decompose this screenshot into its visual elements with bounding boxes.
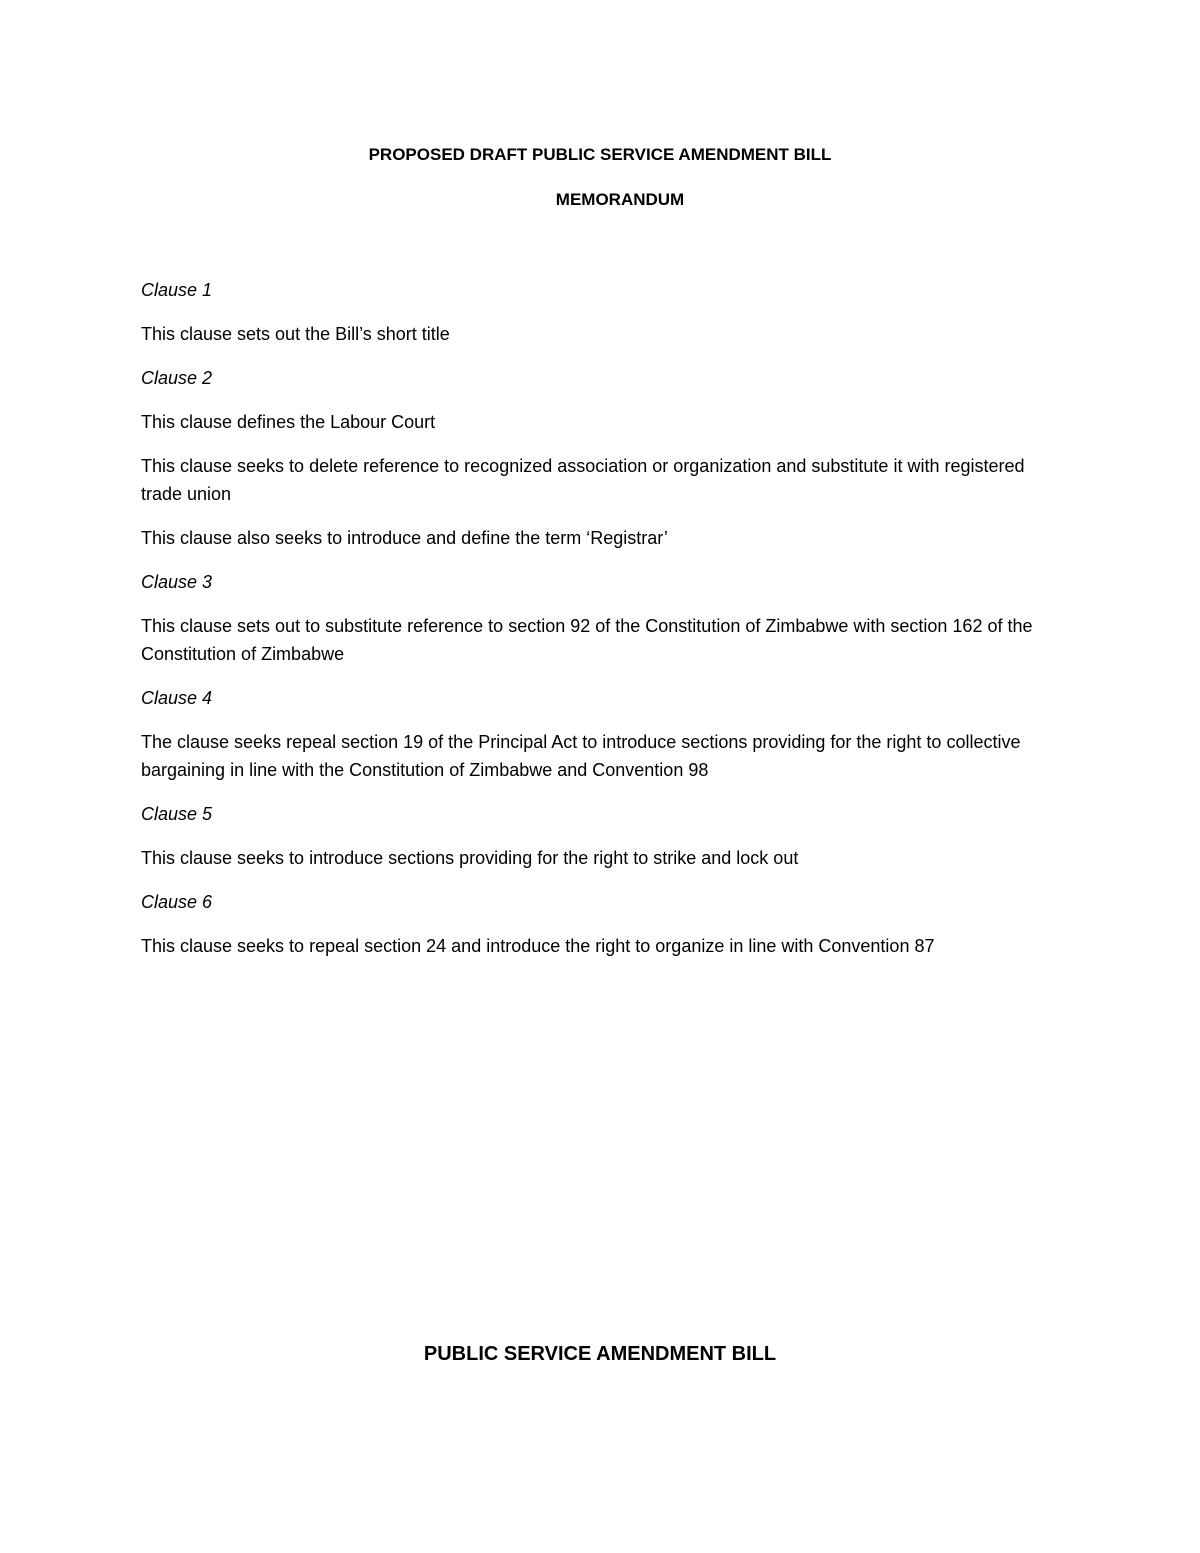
clause-1-paragraph-1: This clause sets out the Bill’s short title	[141, 324, 450, 344]
clause-2-paragraph-2: This clause seeks to delete reference to recognized association or organization and substitute it with registered trade union	[141, 456, 1025, 504]
clause-2-paragraph-3: This clause also seeks to introduce and define the term ‘Registrar’	[141, 528, 668, 548]
clause-5-paragraph-1: This clause seeks to introduce sections providing for the right to strike and lock out	[141, 848, 799, 868]
clause-2-paragraph-1: This clause defines the Labour Court	[141, 412, 436, 432]
clause-3-label: Clause 3	[141, 572, 213, 592]
memorandum-heading: MEMORANDUM	[555, 190, 685, 209]
clause-4-label: Clause 4	[141, 688, 213, 708]
clause-5-label: Clause 5	[141, 804, 213, 824]
clause-1-label: Clause 1	[141, 280, 213, 300]
memorandum-body	[141, 276, 1051, 976]
clause-6-paragraph-1: This clause seeks to repeal section 24 and introduce the right to organize in line with Convention 87	[141, 936, 935, 956]
clause-6-label: Clause 6	[141, 892, 213, 912]
clause-2-label: Clause 2	[141, 368, 213, 388]
document-heading: PROPOSED DRAFT PUBLIC SERVICE AMENDMENT BILL	[368, 145, 832, 164]
clause-3-paragraph-1: This clause sets out to substitute reference to section 92 of the Constitution of Zimbabwe with section 162 of the Constitution of Zimbabwe	[141, 616, 1033, 664]
clause-4-paragraph-1: The clause seeks repeal section 19 of the Principal Act to introduce sections providing for the right to collective bargaining in line with the Constitution of Zimbabwe and Convention 98	[141, 732, 1021, 780]
bill-title: PUBLIC SERVICE AMENDMENT BILL	[423, 1343, 777, 1365]
